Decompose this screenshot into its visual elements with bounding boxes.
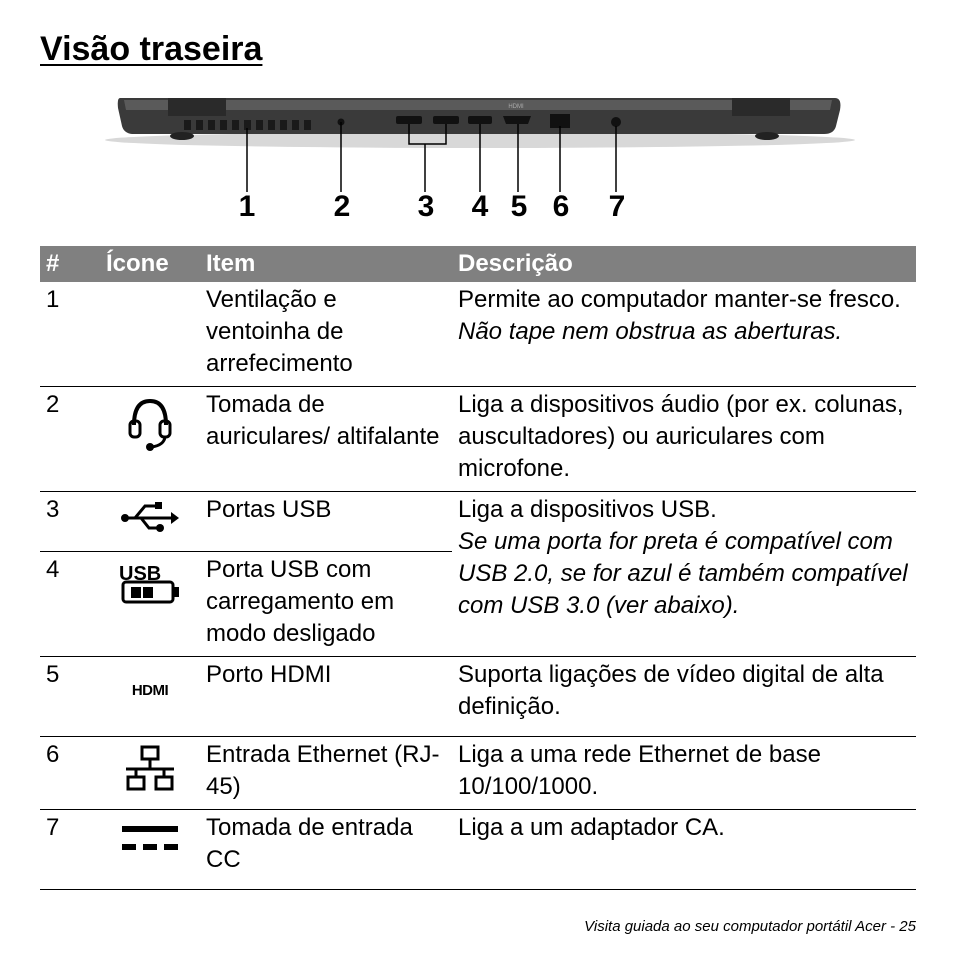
row-num: 3	[40, 492, 100, 552]
row-item: Porto HDMI	[200, 657, 452, 737]
desc-text: Liga a dispositivos USB.	[458, 496, 717, 523]
headset-icon	[124, 395, 176, 453]
row-num: 2	[40, 387, 100, 492]
header-item: Item	[200, 246, 452, 282]
usb-port-charge	[468, 116, 492, 124]
ethernet-icon	[122, 745, 178, 793]
ports-table	[40, 246, 916, 890]
row-icon	[100, 810, 200, 890]
table-row	[40, 282, 916, 387]
table-header-row	[40, 246, 916, 282]
row-item: Porta USB com carregamento em modo desligado	[200, 552, 452, 657]
table-row	[40, 737, 916, 810]
row-desc	[452, 492, 916, 657]
callout-3: 3	[417, 190, 435, 223]
table-row	[40, 387, 916, 492]
page-title: Visão traseira	[40, 30, 263, 68]
usb-icon	[119, 500, 181, 534]
row-desc: Liga a um adaptador CA.	[452, 810, 916, 890]
row-item: Portas USB	[200, 492, 452, 552]
header-num: #	[40, 246, 100, 282]
desc-note: Não tape nem obstrua as aberturas.	[458, 318, 843, 345]
row-item: Ventilação e ventoinha de arrefecimento	[200, 282, 452, 387]
callout-6: 6	[552, 190, 570, 223]
page-footer: Visita guiada ao seu computador portátil Acer - 25	[584, 918, 916, 935]
row-desc: Liga a dispositivos áudio (por ex. colunas, auscultadores) ou auriculares com microfone.	[452, 387, 916, 492]
header-icon: Ícone	[100, 246, 200, 282]
callout-4: 4	[471, 190, 489, 223]
row-desc: Suporta ligações de vídeo digital de alta definição.	[452, 657, 916, 737]
row-desc: Liga a uma rede Ethernet de base 10/100/1000.	[452, 737, 916, 810]
callout-2: 2	[333, 190, 351, 223]
ethernet-port	[550, 114, 570, 128]
row-num: 5	[40, 657, 100, 737]
row-item: Tomada de entrada CC	[200, 810, 452, 890]
dc-in-port	[611, 117, 621, 127]
row-num: 6	[40, 737, 100, 810]
desc-note: Se uma porta for preta é compatível com USB 2.0, se for azul é também compatível com USB 3.0 (ver abaixo).	[458, 528, 908, 619]
callout-7: 7	[608, 190, 626, 223]
row-num: 1	[40, 282, 100, 387]
row-num: 7	[40, 810, 100, 890]
hdmi-icon	[119, 665, 181, 701]
hdmi-port-label: HDMI	[508, 104, 524, 110]
header-desc: Descrição	[452, 246, 916, 282]
row-item: Tomada de auriculares/ altifalante	[200, 387, 452, 492]
usb-charge-icon	[117, 560, 183, 604]
table-row	[40, 810, 916, 890]
callout-1: 1	[238, 190, 256, 223]
hdmi-icon-text: HDMI	[131, 682, 169, 699]
row-desc	[452, 282, 916, 387]
desc-text: Permite ao computador manter-se fresco.	[458, 286, 901, 313]
row-num: 4	[40, 552, 100, 657]
usb-port-2	[433, 116, 459, 124]
laptop-rear-view-figure	[100, 88, 860, 228]
dc-in-icon	[120, 818, 180, 858]
row-icon	[100, 387, 200, 492]
row-icon	[100, 552, 200, 657]
row-icon	[100, 657, 200, 737]
table-row	[40, 657, 916, 737]
usb-port-1	[396, 116, 422, 124]
usb-charge-icon-text: USB	[119, 563, 162, 585]
table-row	[40, 492, 916, 552]
row-icon	[100, 492, 200, 552]
row-icon-empty	[100, 282, 200, 387]
callout-5: 5	[510, 190, 528, 223]
row-item: Entrada Ethernet (RJ-45)	[200, 737, 452, 810]
row-icon	[100, 737, 200, 810]
hdmi-port	[503, 116, 531, 124]
